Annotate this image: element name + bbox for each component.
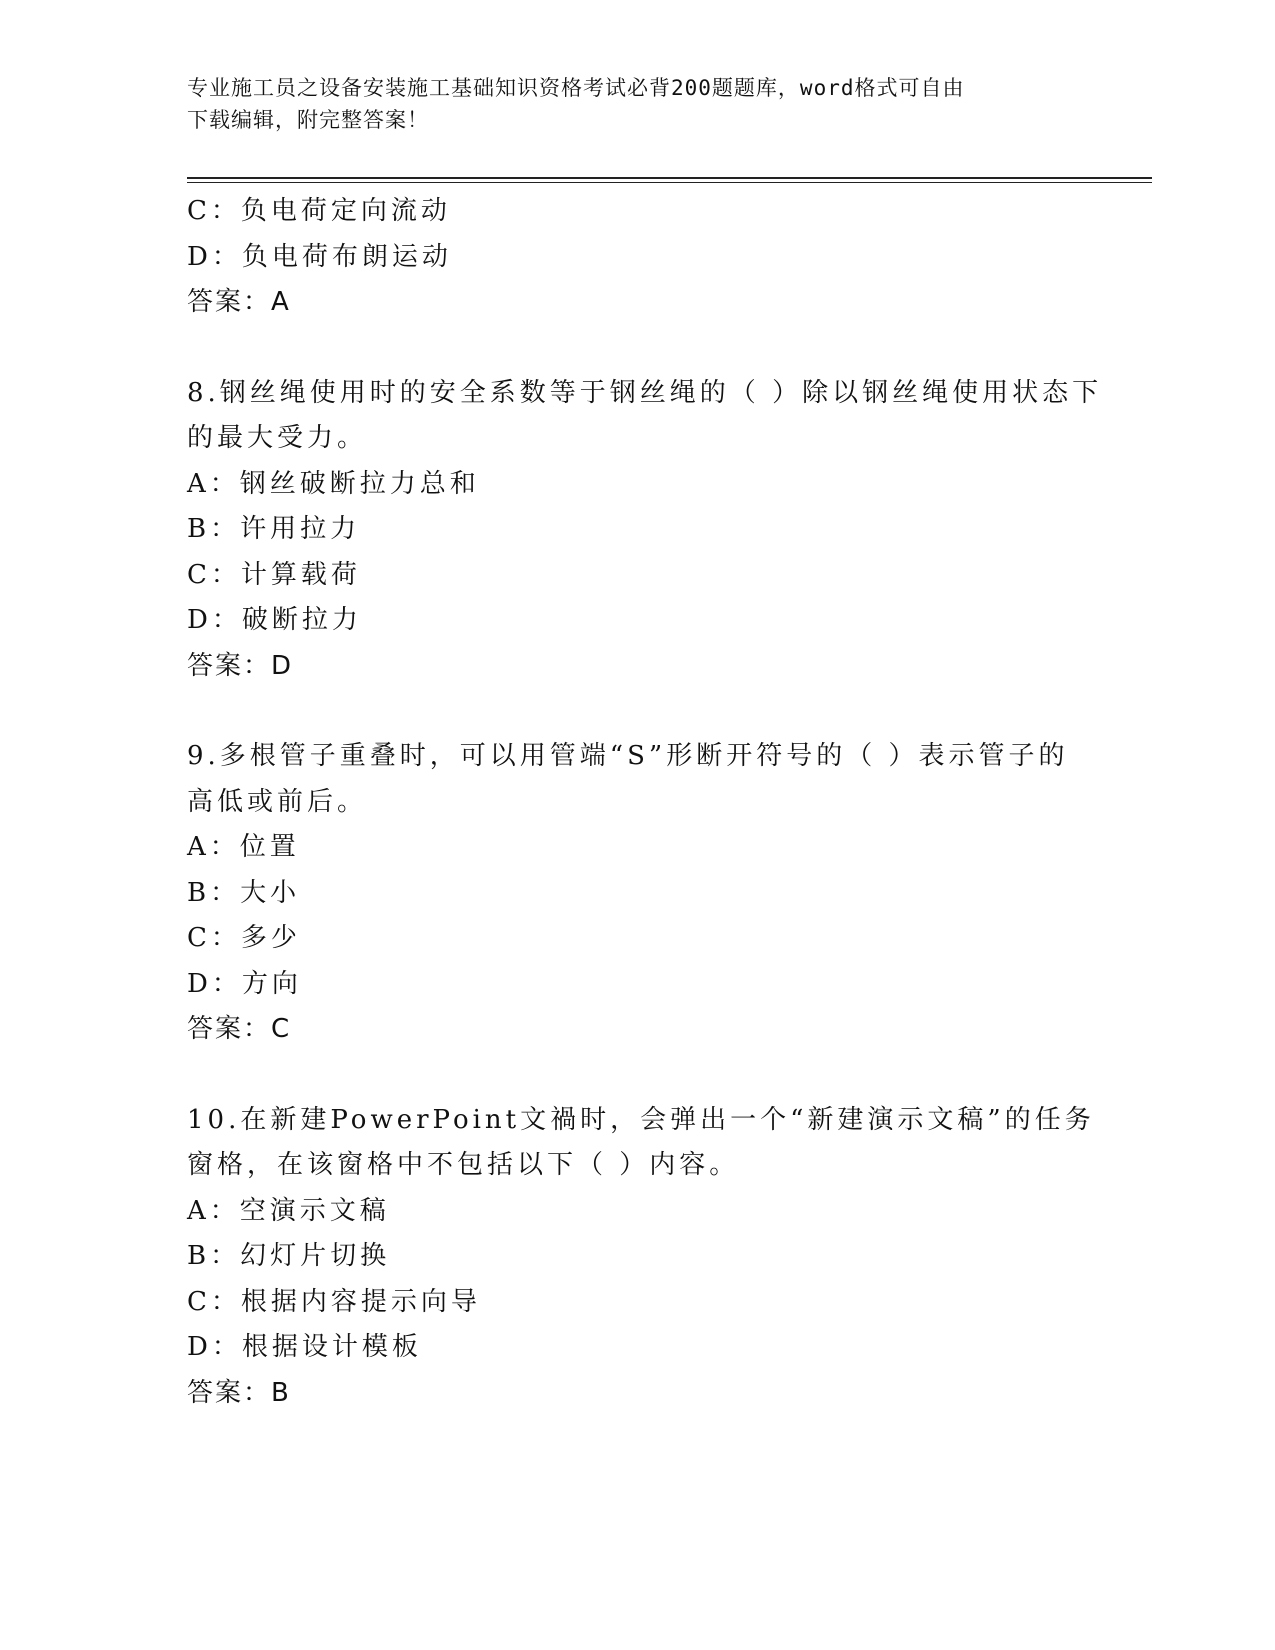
- option-a: A：钢丝破断拉力总和: [187, 468, 480, 499]
- header-divider-thick: [187, 177, 1152, 179]
- question-spacer: [187, 1053, 1087, 1098]
- option-c: C：根据内容提示向导: [187, 1286, 481, 1317]
- document-header: [187, 72, 1067, 136]
- question-spacer: [187, 326, 1087, 371]
- header-line-2: 下载编辑，附完整答案！: [187, 108, 429, 132]
- option-c: C：负电荷定向流动: [187, 196, 451, 226]
- answer: 答案：C: [187, 1014, 292, 1044]
- option-d: D：方向: [187, 968, 302, 999]
- option-a: A：位置: [187, 832, 300, 862]
- question-7: [187, 189, 1087, 326]
- option-d: D：负电荷布朗运动: [187, 241, 452, 272]
- option-b: B：大小: [187, 877, 301, 908]
- question-stem-line-1: 9.多根管子重叠时，可以用管端“S”形断开符号的（ ）表示管子的: [187, 741, 1069, 771]
- option-b: B：幻灯片切换: [187, 1241, 391, 1271]
- option-c: C：计算载荷: [187, 559, 361, 590]
- question-stem-line-1: 8.钢丝绳使用时的安全系数等于钢丝绳的（ ）除以钢丝绳使用状态下: [187, 377, 1103, 408]
- option-b: B：许用拉力: [187, 514, 361, 544]
- question-stem-line-2: 窗格，在该窗格中不包括以下（ ）内容。: [187, 1150, 740, 1180]
- question-8: [187, 371, 1103, 690]
- question-stem-line-2: 高低或前后。: [187, 786, 368, 817]
- answer: 答案：B: [187, 1377, 291, 1408]
- option-d: D：破断拉力: [187, 605, 362, 635]
- question-9: [187, 734, 1087, 1053]
- answer: 答案：D: [187, 650, 294, 681]
- answer: 答案：A: [187, 287, 291, 317]
- question-10: [187, 1098, 1095, 1417]
- option-a: A：空演示文稿: [187, 1195, 390, 1226]
- question-stem-line-2: 的最大受力。: [187, 423, 368, 453]
- option-d: D：根据设计模板: [187, 1332, 422, 1362]
- option-c: C：多少: [187, 923, 301, 953]
- header-line-1: 专业施工员之设备安装施工基础知识资格考试必背200题题库，word格式可自由: [187, 76, 965, 100]
- question-spacer: [187, 689, 1087, 734]
- header-divider-thin: [187, 182, 1152, 183]
- question-list: [187, 189, 1103, 1416]
- question-stem-line-1: 10.在新建PowerPoint文禍时，会弹出一个“新建演示文稿”的任务: [187, 1104, 1095, 1135]
